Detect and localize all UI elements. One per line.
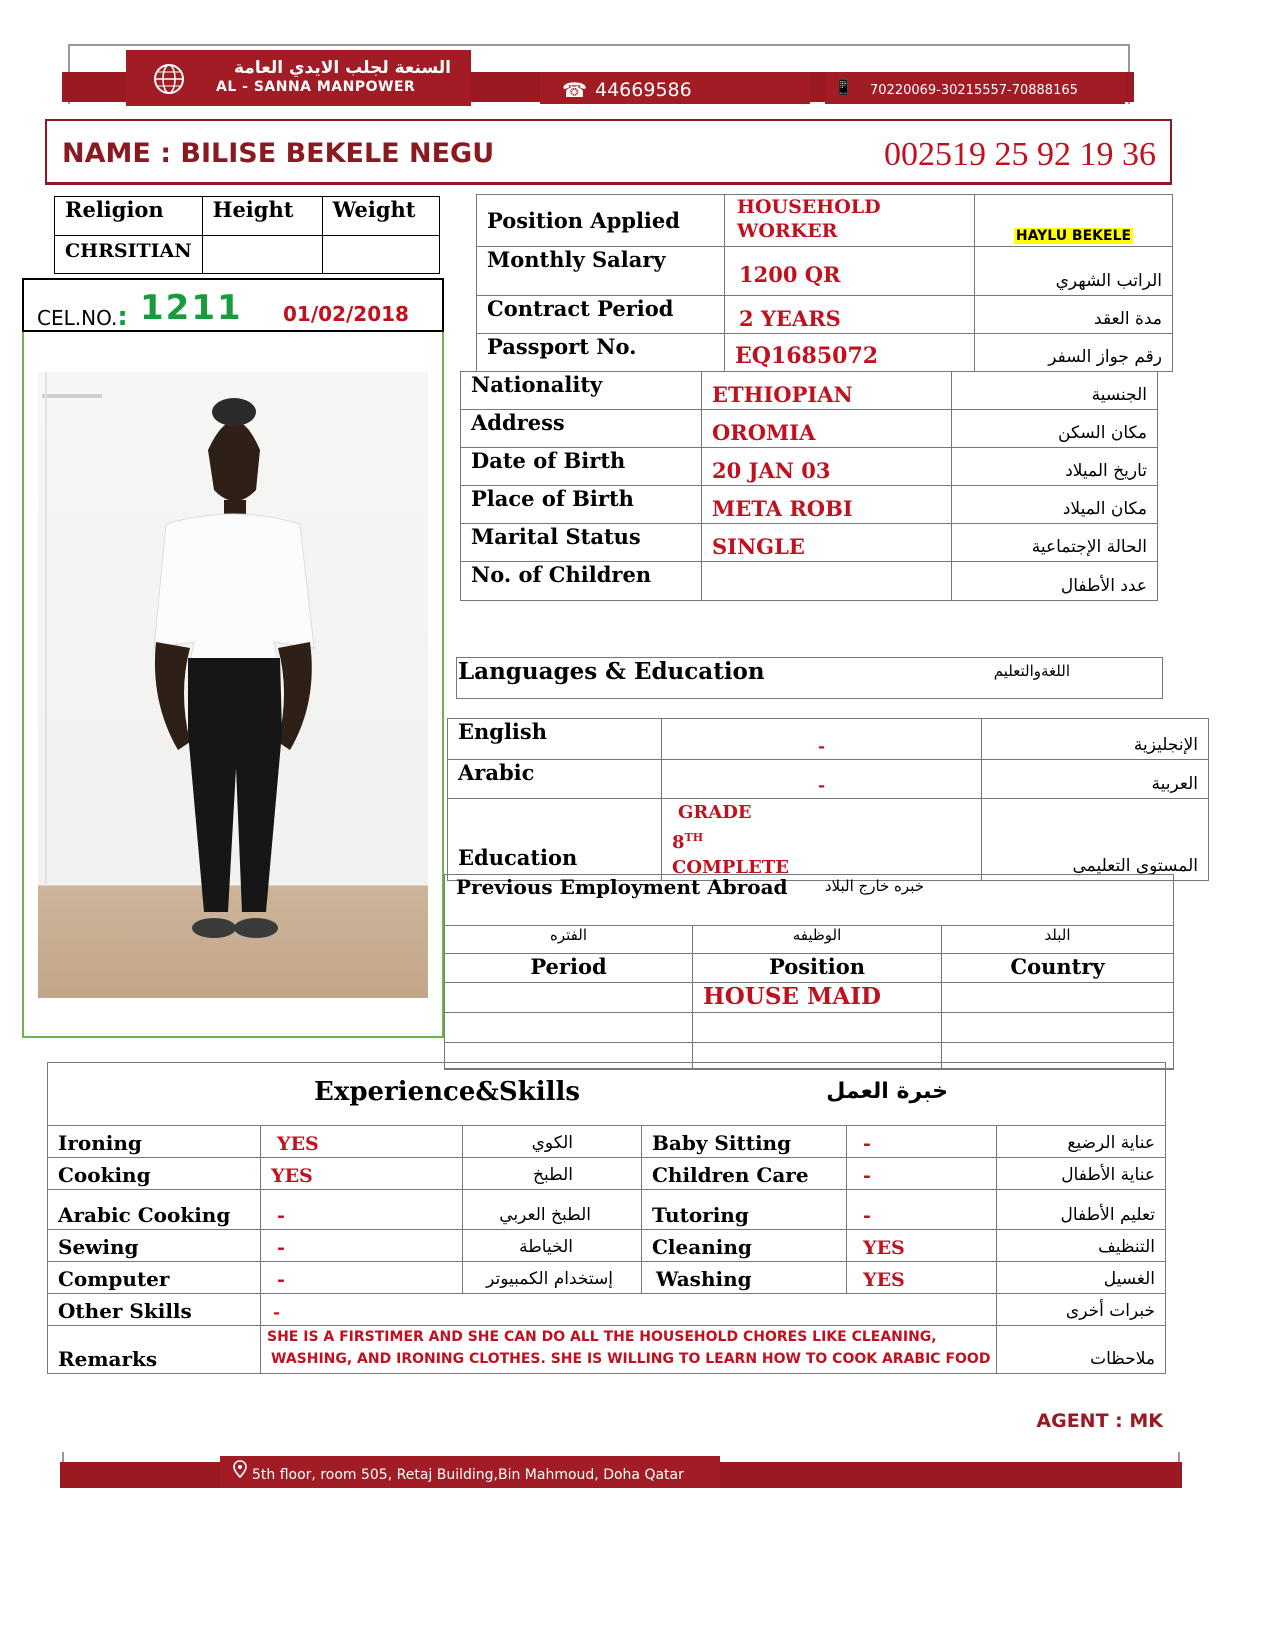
dob-value: 20 JAN 03 <box>702 448 952 486</box>
skill-computer-label: Computer <box>48 1262 261 1294</box>
skill-children-care-arabic: عناية الأطفال <box>997 1158 1166 1190</box>
mobile-icon: 📱 <box>834 78 853 96</box>
height-header: Height <box>202 197 322 236</box>
header-mobiles: 70220069-30215557-70888165 <box>870 83 1078 98</box>
period-header: Period <box>445 954 693 983</box>
arabic-value: - <box>662 760 982 799</box>
skill-arabic-cooking-value: - <box>261 1190 463 1230</box>
contract-period-arabic: مدة العقد <box>975 296 1173 334</box>
skill-tutoring-value: - <box>847 1190 997 1230</box>
languages-title: Languages & Education <box>458 658 765 685</box>
country-header-arabic: البلد <box>942 926 1174 954</box>
contract-period-label: Contract Period <box>477 296 725 334</box>
arabic-arabic: العربية <box>982 760 1209 799</box>
skill-computer-arabic: إستخدام الكمبيوتر <box>463 1262 642 1294</box>
education-value <box>662 799 982 881</box>
cel-label-text: CEL.NO. <box>37 306 118 330</box>
skill-ironing-value: YES <box>261 1126 463 1158</box>
cel-label <box>37 302 128 332</box>
footer-address: 5th floor, room 505, Retaj Building,Bin Mahmoud, Doha Qatar <box>252 1467 684 1483</box>
education-label: Education <box>448 799 662 881</box>
english-value: - <box>662 719 982 760</box>
pob-value: META ROBI <box>702 486 952 524</box>
marital-label: Marital Status <box>461 524 702 562</box>
skill-arabic-cooking-arabic: الطبخ العربي <box>463 1190 642 1230</box>
marital-value: SINGLE <box>702 524 952 562</box>
skill-cooking-arabic: الطبخ <box>463 1158 642 1190</box>
dob-arabic: تاريخ الميلاد <box>952 448 1158 486</box>
position-applied-label: Position Applied <box>477 195 725 247</box>
nationality-label: Nationality <box>461 372 702 410</box>
employment-title: Previous Employment Abroad <box>456 875 788 899</box>
candidate-photo <box>38 372 428 998</box>
skill-children-care-value: - <box>847 1158 997 1190</box>
weight-value <box>322 236 439 274</box>
employment-row-1-country <box>942 983 1174 1013</box>
candidate-name: NAME : BILISE BEKELE NEGU <box>62 138 495 169</box>
agent-name: HAYLU BEKELE <box>1015 228 1132 244</box>
passport-label: Passport No. <box>477 334 725 372</box>
education-level-line <box>672 825 971 855</box>
english-label: English <box>448 719 662 760</box>
employment-row-1-period <box>445 983 693 1013</box>
religion-value: CHRSITIAN <box>55 236 203 274</box>
skill-cleaning-arabic: التنظيف <box>997 1230 1166 1262</box>
employment-row-2-country <box>942 1013 1174 1043</box>
header-phone: 44669586 <box>595 79 692 101</box>
education-level: 8 <box>672 832 685 853</box>
period-header-arabic: الفتره <box>445 926 693 954</box>
contract-period-value: 2 YEARS <box>725 296 975 334</box>
education-grade: GRADE <box>678 802 752 823</box>
skill-sewing-arabic: الخياطة <box>463 1230 642 1262</box>
address-label: Address <box>461 410 702 448</box>
remarks-line-2: WASHING, AND IRONING CLOTHES. SHE IS WILLING TO LEARN HOW TO COOK ARABIC FOOD <box>271 1351 991 1367</box>
education-arabic: المستوى التعليمي <box>982 799 1209 881</box>
employment-row-1-position: HOUSE MAID <box>693 983 942 1013</box>
employment-title-arabic: خبره خارج البلاد <box>824 877 924 895</box>
basic-info-table <box>54 196 440 274</box>
height-value <box>202 236 322 274</box>
personal-table <box>460 371 1158 601</box>
skill-computer-value: - <box>261 1262 463 1294</box>
weight-header: Weight <box>322 197 439 236</box>
education-status: COMPLETE <box>672 857 789 878</box>
employment-row-2-position <box>693 1013 942 1043</box>
address-value: OROMIA <box>702 410 952 448</box>
remarks-value <box>261 1326 997 1374</box>
employment-row-2-period <box>445 1013 693 1043</box>
arabic-label: Arabic <box>448 760 662 799</box>
globe-icon <box>152 62 186 96</box>
telephone-icon: ☎ <box>562 78 587 102</box>
position-applied-value: HOUSEHOLD WORKER <box>725 195 975 247</box>
skill-sewing-value: - <box>261 1230 463 1262</box>
skill-baby-sitting-label: Baby Sitting <box>642 1126 847 1158</box>
pob-arabic: مكان الميلاد <box>952 486 1158 524</box>
company-arabic-name: السنعة لجلب الايدي العامة <box>234 58 451 78</box>
nationality-value: ETHIOPIAN <box>702 372 952 410</box>
location-pin-icon <box>233 1460 247 1478</box>
skill-sewing-label: Sewing <box>48 1230 261 1262</box>
skill-children-care-label: Children Care <box>642 1158 847 1190</box>
skills-title-cell <box>48 1063 1166 1126</box>
skill-tutoring-arabic: تعليم الأطفال <box>997 1190 1166 1230</box>
skills-title-arabic: خبرة العمل <box>826 1079 948 1104</box>
country-header: Country <box>942 954 1174 983</box>
candidate-phone: 002519 25 92 19 36 <box>884 136 1156 173</box>
skills-title: Experience&Skills <box>314 1077 580 1107</box>
skill-tutoring-label: Tutoring <box>642 1190 847 1230</box>
company-name: AL - SANNA MANPOWER <box>216 79 416 95</box>
skill-ironing-arabic: الكوي <box>463 1126 642 1158</box>
languages-table <box>447 718 1209 881</box>
children-arabic: عدد الأطفال <box>952 562 1158 601</box>
position-header: Position <box>693 954 942 983</box>
monthly-salary-arabic: الراتب الشهري <box>975 247 1173 296</box>
position-table <box>476 194 1173 372</box>
passport-value: EQ1685072 <box>725 334 975 372</box>
skill-baby-sitting-arabic: عناية الرضيع <box>997 1126 1166 1158</box>
other-skills-label: Other Skills <box>48 1294 261 1326</box>
nationality-arabic: الجنسية <box>952 372 1158 410</box>
skill-washing-value: YES <box>847 1262 997 1294</box>
other-skills-value: - <box>261 1294 997 1326</box>
pob-label: Place of Birth <box>461 486 702 524</box>
skill-washing-label: Washing <box>642 1262 847 1294</box>
cel-date: 01/02/2018 <box>283 302 409 326</box>
agent-label: AGENT : MK <box>1036 1410 1163 1432</box>
skill-cleaning-label: Cleaning <box>642 1230 847 1262</box>
children-label: No. of Children <box>461 562 702 601</box>
english-arabic: الإنجليزية <box>982 719 1209 760</box>
skill-washing-arabic: الغسيل <box>997 1262 1166 1294</box>
languages-title-arabic: اللغةوالتعليم <box>993 662 1070 680</box>
skill-cooking-value: YES <box>261 1158 463 1190</box>
skill-cooking-label: Cooking <box>48 1158 261 1190</box>
children-value <box>702 562 952 601</box>
address-arabic: مكان السكن <box>952 410 1158 448</box>
agent-name-cell <box>975 195 1173 247</box>
remarks-line-1: SHE IS A FIRSTIMER AND SHE CAN DO ALL THE HOUSEHOLD CHORES LIKE CLEANING, <box>267 1329 937 1345</box>
skill-arabic-cooking-label: Arabic Cooking <box>48 1190 261 1230</box>
marital-arabic: الحالة الإجتماعية <box>952 524 1158 562</box>
skill-baby-sitting-value: - <box>847 1126 997 1158</box>
employment-table <box>444 925 1174 1069</box>
religion-header: Religion <box>55 197 203 236</box>
remarks-label: Remarks <box>48 1326 261 1374</box>
position-header-arabic: الوظيفه <box>693 926 942 954</box>
other-skills-arabic: خبرات أخرى <box>997 1294 1166 1326</box>
skill-cleaning-value: YES <box>847 1230 997 1262</box>
monthly-salary-label: Monthly Salary <box>477 247 725 296</box>
education-sup: TH <box>684 831 704 844</box>
passport-arabic: رقم جواز السفر <box>975 334 1173 372</box>
skill-ironing-label: Ironing <box>48 1126 261 1158</box>
dob-label: Date of Birth <box>461 448 702 486</box>
remarks-arabic: ملاحظات <box>997 1326 1166 1374</box>
cel-number: 1211 <box>140 288 243 328</box>
monthly-salary-value: 1200 QR <box>725 247 975 296</box>
cel-colon: : <box>117 302 128 332</box>
skills-table <box>47 1062 1166 1374</box>
